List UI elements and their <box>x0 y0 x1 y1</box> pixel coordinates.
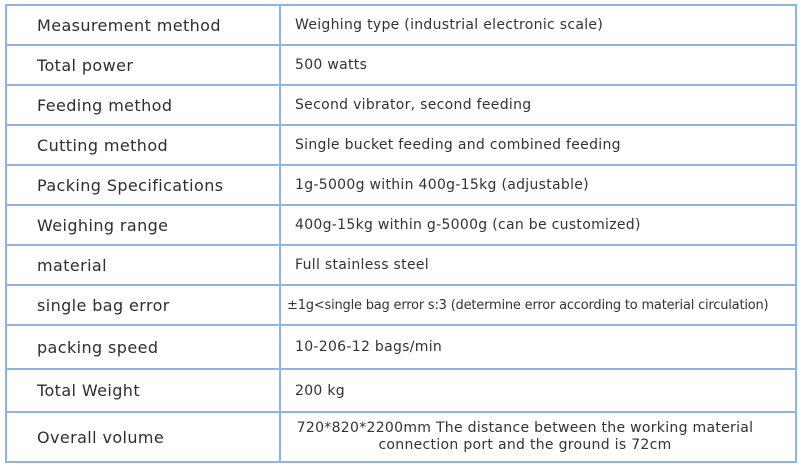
row-label: material <box>6 245 280 285</box>
row-value: Second vibrator, second feeding <box>280 85 796 125</box>
row-label: Packing Specifications <box>6 165 280 205</box>
row-value: ±1g<single bag error s:3 (determine error according to material circulation) <box>280 285 796 325</box>
table-row-weighing-range <box>6 205 796 245</box>
table-row-measurement-method <box>6 5 796 45</box>
row-label: Measurement method <box>6 5 280 45</box>
table-row-packing-speed <box>6 325 796 369</box>
row-value: 10-206-12 bags/min <box>280 325 796 369</box>
table-row-material <box>6 245 796 285</box>
row-label: Total power <box>6 45 280 85</box>
row-value: 1g-5000g within 400g-15kg (adjustable) <box>280 165 796 205</box>
row-value: 400g-15kg within g-5000g (can be customized) <box>280 205 796 245</box>
row-label: Total Weight <box>6 369 280 412</box>
row-label: Weighing range <box>6 205 280 245</box>
table-row-packing-specifications <box>6 165 796 205</box>
table-row-feeding-method <box>6 85 796 125</box>
table-row-cutting-method <box>6 125 796 165</box>
row-label: Cutting method <box>6 125 280 165</box>
specifications-table <box>5 4 797 463</box>
row-label: single bag error <box>6 285 280 325</box>
table-row-total-weight <box>6 369 796 412</box>
row-value: 720*820*2200mm The distance between the working material connection port and the ground is 72cm <box>280 412 796 462</box>
row-label: packing speed <box>6 325 280 369</box>
row-value: 500 watts <box>280 45 796 85</box>
row-value: 200 kg <box>280 369 796 412</box>
row-label: Overall volume <box>6 412 280 462</box>
row-value: Single bucket feeding and combined feeding <box>280 125 796 165</box>
table-row-total-power <box>6 45 796 85</box>
table-row-overall-volume <box>6 412 796 462</box>
table-row-single-bag-error <box>6 285 796 325</box>
row-value: Weighing type (industrial electronic scale) <box>280 5 796 45</box>
row-label: Feeding method <box>6 85 280 125</box>
row-value: Full stainless steel <box>280 245 796 285</box>
